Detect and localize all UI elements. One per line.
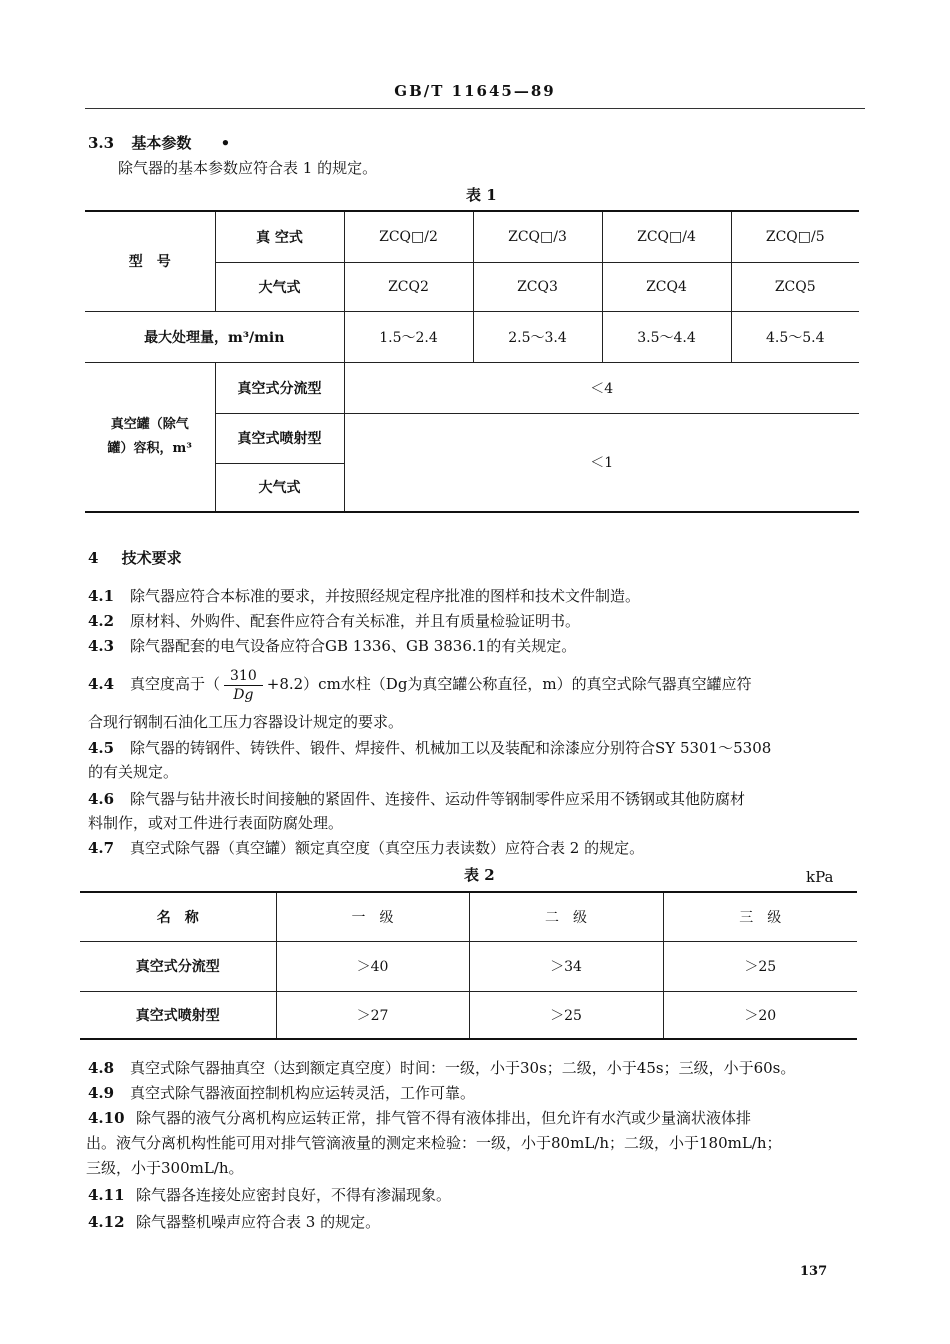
table-1-caption: 表 1: [466, 186, 497, 204]
table-2-header-grade-3: 三 级: [663, 892, 857, 941]
tank-volume-label: [85, 362, 215, 512]
split-type-label: 真空式分流型: [215, 362, 344, 413]
item-number: 4.8: [88, 1059, 115, 1077]
row-value: ＞34: [469, 941, 663, 991]
section-title: 技术要求: [121, 549, 182, 567]
item-4-9: [88, 1083, 475, 1103]
item-4-6-line-2: 料制作，或对工件进行表面防腐处理。: [88, 814, 344, 832]
item-text: 除气器的铸钢件、铸铁件、锻件、焊接件、机械加工以及装配和涂漆应分别符合SY 5301～5308: [130, 739, 772, 757]
atmos-tank-label: 大气式: [215, 463, 344, 512]
table-2-header-grade-2: 二 级: [469, 892, 663, 941]
table-2-unit: kPa: [806, 868, 834, 886]
item-4-4-line-2: 合现行钢制石油化工压力容器设计规定的要求。: [88, 713, 404, 731]
item-4-10-line-3: 三级，小于300mL/h。: [86, 1159, 244, 1177]
item-number: 4.6: [88, 790, 115, 808]
standard-header: GB/T 11645—89: [394, 82, 556, 100]
table-2-caption: 表 2: [464, 866, 495, 884]
model-atmos-5: ZCQ5: [731, 262, 859, 311]
model-label: 型 号: [85, 211, 215, 311]
model-atmos-4: ZCQ4: [602, 262, 731, 311]
item-text: 除气器各连接处应密封良好，不得有渗漏现象。: [136, 1186, 452, 1204]
item-4-5: [88, 738, 771, 758]
item-number: 4.11: [88, 1186, 125, 1204]
item-4-3: [88, 636, 576, 656]
table-2-header-name: 名 称: [80, 892, 276, 941]
section-4-heading: [88, 548, 182, 568]
page-number: 137: [800, 1264, 828, 1279]
section-number: 3.3: [88, 134, 115, 152]
table-row: [80, 941, 857, 991]
row-value: ＞25: [663, 941, 857, 991]
model-vacuum-3: ZCQ□/3: [473, 211, 602, 262]
table-1: [85, 210, 859, 513]
section-3-3-heading: [88, 133, 230, 153]
atmos-type-label: 大气式: [215, 262, 344, 311]
model-vacuum-5: ZCQ□/5: [731, 211, 859, 262]
section-number: 4: [88, 549, 99, 567]
value-lt-1: ＜1: [344, 413, 859, 512]
row-value: ＞40: [276, 941, 469, 991]
item-4-2: [88, 611, 580, 631]
item-text-post: +8.2）cm水柱（Dg为真空罐公称直径，m）的真空式除气器真空罐应符: [266, 675, 752, 693]
item-4-5-line-2: 的有关规定。: [88, 763, 179, 781]
item-number: 4.4: [88, 675, 115, 693]
item-number: 4.5: [88, 739, 115, 757]
row-name: 真空式喷射型: [80, 991, 276, 1039]
fraction-numerator: 310: [224, 667, 263, 686]
fraction-denominator: Dg: [233, 686, 254, 703]
item-text-pre: 真空度高于（: [130, 675, 221, 693]
item-number: 4.10: [88, 1109, 125, 1127]
item-4-7: [88, 838, 644, 858]
item-4-10: [88, 1108, 751, 1128]
item-4-11: [88, 1185, 451, 1205]
item-text: 原材料、外购件、配套件应符合有关标准，并且有质量检验证明书。: [130, 612, 581, 630]
item-number: 4.12: [88, 1213, 125, 1231]
section-title: 基本参数: [131, 134, 192, 152]
section-3-3-text: 除气器的基本参数应符合表 1 的规定。: [118, 159, 378, 177]
capacity-value: 1.5～2.4: [344, 311, 473, 362]
capacity-label: 最大处理量，m³/min: [85, 311, 344, 362]
item-number: 4.7: [88, 839, 115, 857]
capacity-value: 3.5～4.4: [602, 311, 731, 362]
tank-label-line-2: 罐）容积，m³: [107, 440, 192, 456]
model-atmos-2: ZCQ2: [344, 262, 473, 311]
item-text: 真空式除气器（真空罐）额定真空度（真空压力表读数）应符合表 2 的规定。: [130, 839, 645, 857]
table-2: [80, 891, 857, 1040]
item-number: 4.2: [88, 612, 115, 630]
item-text: 真空式除气器抽真空（达到额定真空度）时间：一级，小于30s；二级，小于45s；三级，小于60s。: [130, 1059, 796, 1077]
row-value: ＞27: [276, 991, 469, 1039]
table-row: [80, 991, 857, 1039]
item-text: 除气器应符合本标准的要求，并按照经规定程序批准的图样和技术文件制造。: [130, 587, 641, 605]
item-text: 除气器的液气分离机构应运转正常，排气管不得有液体排出，但允许有水汽或少量滴状液体排: [136, 1109, 752, 1127]
item-4-6: [88, 789, 745, 809]
model-vacuum-2: ZCQ□/2: [344, 211, 473, 262]
item-4-1: [88, 586, 640, 606]
capacity-value: 2.5～3.4: [473, 311, 602, 362]
item-4-10-line-2: 出。液气分离机构性能可用对排气管滴液量的测定来检验：一级，小于80mL/h；二级，小于180mL/h；: [86, 1134, 782, 1152]
fraction: [224, 667, 263, 704]
item-4-8: [88, 1058, 795, 1078]
item-text: 除气器配套的电气设备应符合GB 1336、GB 3836.1的有关规定。: [130, 637, 577, 655]
item-number: 4.9: [88, 1084, 115, 1102]
vacuum-type-label: 真 空式: [215, 211, 344, 262]
item-4-4: [88, 664, 752, 704]
row-value: ＞20: [663, 991, 857, 1039]
bullet-mark: •: [220, 134, 231, 152]
item-number: 4.1: [88, 587, 115, 605]
jet-type-label: 真空式喷射型: [215, 413, 344, 463]
item-number: 4.3: [88, 637, 115, 655]
header-rule: [85, 108, 865, 109]
model-atmos-3: ZCQ3: [473, 262, 602, 311]
item-text: 除气器整机噪声应符合表 3 的规定。: [136, 1213, 381, 1231]
value-lt-4: ＜4: [344, 362, 859, 413]
capacity-value: 4.5～5.4: [731, 311, 859, 362]
model-vacuum-4: ZCQ□/4: [602, 211, 731, 262]
row-value: ＞25: [469, 991, 663, 1039]
tank-label-line-1: 真空罐（除气: [110, 416, 189, 432]
item-4-12: [88, 1212, 380, 1232]
table-2-header-grade-1: 一 级: [276, 892, 469, 941]
item-text: 真空式除气器液面控制机构应运转灵活，工作可靠。: [130, 1084, 476, 1102]
row-name: 真空式分流型: [80, 941, 276, 991]
item-text: 除气器与钻井液长时间接触的紧固件、连接件、运动件等钢制零件应采用不锈钢或其他防腐材: [130, 790, 746, 808]
